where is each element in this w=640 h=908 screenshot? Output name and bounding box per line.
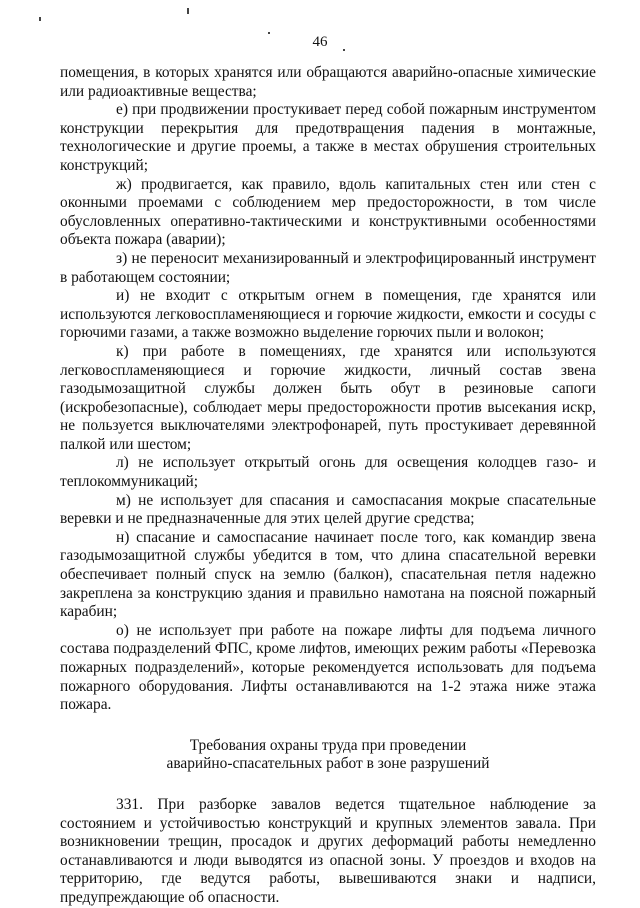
page-number: 46 xyxy=(312,34,328,50)
list-item-o: о) не использует при работе на пожаре лифты для подъема личного состава подразделений ФПС, кроме лифтов, имеющих режим работы «Перевозка пожарных подразделений», которые рекомендуется использовать для подъема пожарного оборудования. Лифты останавливаются на 1-2 этажа ниже этажа пожара. xyxy=(60,621,596,714)
list-item-m: м) не использует для спасания и самоспасания мокрые спасательные веревки и не предназначенные для этих целей другие средства; xyxy=(60,491,596,528)
list-item-k: к) при работе в помещениях, где хранятся или используются легковоспламеняющиеся и горючие жидкости, личный состав звена газодымозащитной службы должен быть обут в резиновые сапоги (искробезопасные), соблюдает меры предосторожности против высекания искр, не пользуется выключателями электрофонарей, путь простукивает деревянной палкой или шестом; xyxy=(60,342,596,453)
list-item-z: з) не переносит механизированный и электрофицированный инструмент в работающем состоянии; xyxy=(60,249,596,286)
section-heading-line-2: аварийно-спасательных работ в зоне разрушений xyxy=(166,755,490,773)
scan-speck xyxy=(39,17,41,21)
list-item-n: н) спасание и самоспасание начинает после того, как командир звена газодымозащитной службы убедится в том, что длина спасательной веревки обеспечивает полный спуск на землю (балкон), спасательная петля надежно закреплена за конструкцию здания и правильно намотана на поясной пожарный карабин; xyxy=(60,528,596,621)
paragraph-continuation: помещения, в которых хранятся или обращаются аварийно-опасные химические или радиоактивные вещества; xyxy=(60,64,596,100)
list-item-i: и) не входит с открытым огнем в помещения, где хранятся или используются легковоспламеняющиеся и горючие жидкости, емкости и сосуды с горючими газами, а также возможно выделение горючих пыли и волокон; xyxy=(60,287,596,342)
list-item-l: л) не использует открытый огонь для освещения колодцев газо- и теплокоммуникаций; xyxy=(60,454,596,491)
list-item-e: е) при продвижении простукивает перед собой пожарным инструментом конструкции перекрытия для предотвращения падения в монтажные, технологические и другие проемы, а также в местах обрушения строительных конструкций; xyxy=(60,101,596,174)
section-heading-line-1: Требования охраны труда при проведении xyxy=(189,736,467,754)
scan-speck xyxy=(187,8,189,14)
list-item-zh: ж) продвигается, как правило, вдоль капитальных стен или стен с оконными проемами с соблюдением мер предосторожности, в том числе обусловленных оперативно-тактическими и конструктивными особенностями объекта пожара (аварии); xyxy=(60,175,596,249)
document-body xyxy=(60,64,596,908)
paragraph-331: 331. При разборке завалов ведется тщательное наблюдение за состоянием и устойчивостью конструкций и крупных элементов завала. При возникновении трещин, просадок и других деформаций работы немедленно останавливаются и люди выводятся из опасной зоны. У проездов и входов на территорию, где ведутся работы, вывешиваются знаки и надписи, предупреждающие об опасности. xyxy=(60,795,596,906)
